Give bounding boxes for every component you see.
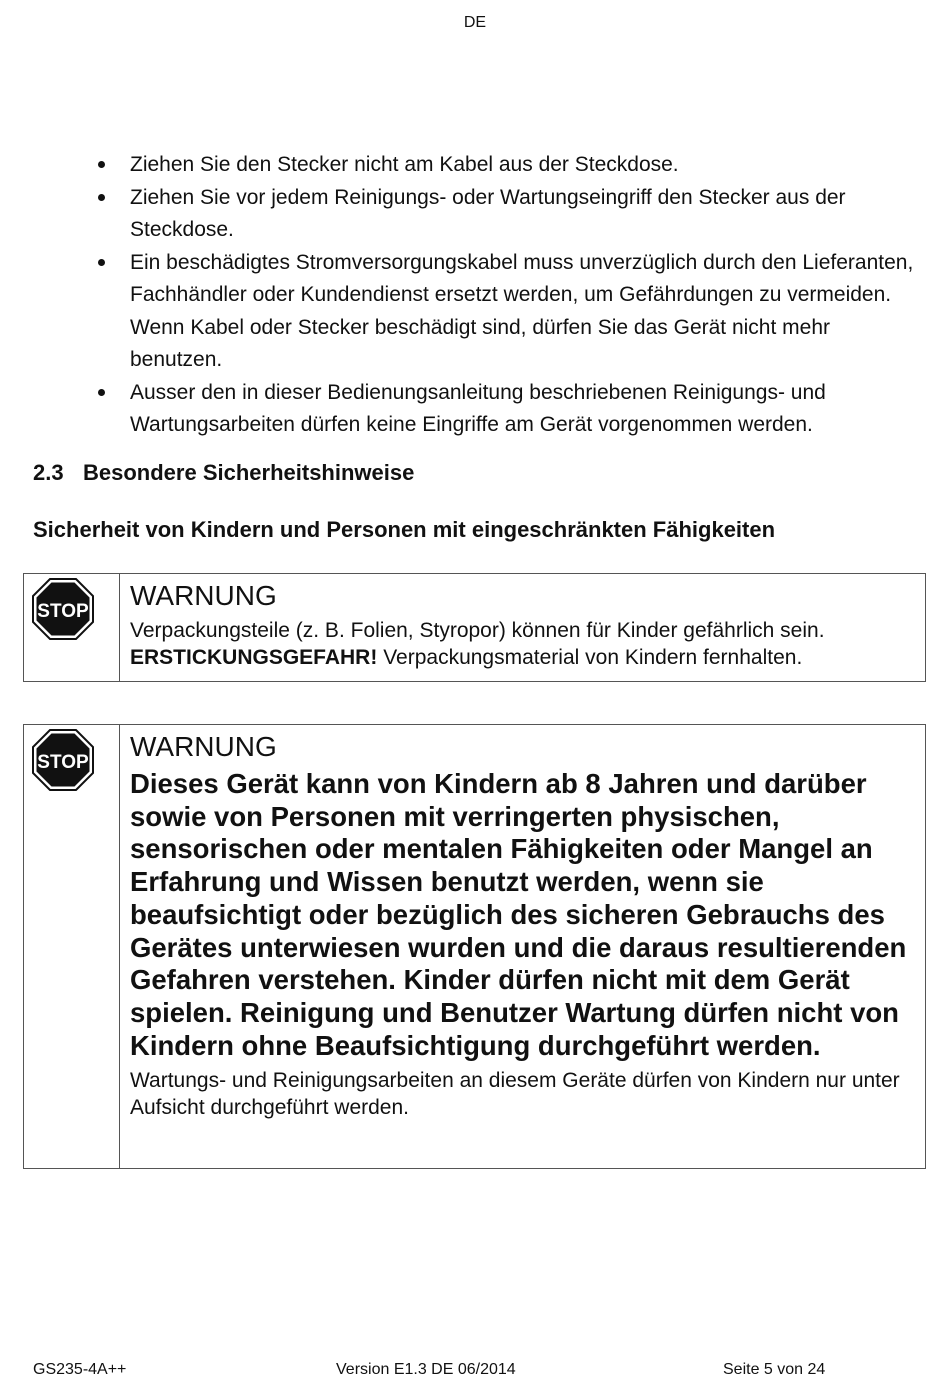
warning-title: WARNUNG (130, 580, 277, 611)
list-item (96, 377, 926, 442)
warning-icon-cell (24, 574, 120, 681)
section-title: Besondere Sicherheitshinweise (83, 460, 415, 485)
warning-title: WARNUNG (130, 731, 277, 762)
bullet-text: Ziehen Sie den Stecker nicht am Kabel aus der Steckdose. (130, 153, 679, 176)
stop-label: STOP (37, 752, 89, 773)
bullet-icon (98, 259, 105, 266)
warning-emphasis: ERSTICKUNGSGEFAHR! (130, 645, 378, 669)
section-heading (33, 460, 414, 486)
footer-version: Version E1.3 DE 06/2014 (336, 1361, 516, 1378)
warning-icon-cell (24, 725, 120, 1168)
subsection-heading: Sicherheit von Kindern und Personen mit eingeschränkten Fähigkeiten (33, 517, 776, 542)
warning-text-cell (120, 725, 925, 1168)
language-code: DE (463, 14, 487, 31)
bullet-icon (98, 194, 105, 201)
bullet-text: Ziehen Sie vor jedem Reinigungs- oder Wartungseingriff den Stecker aus der Steckdose. (130, 185, 846, 241)
warning-text: Verpackungsteile (z. B. Folien, Styropor) können für Kinder gefährlich sein. (130, 619, 825, 642)
safety-bullet-list (96, 149, 926, 442)
stop-sign-icon (32, 578, 94, 640)
warning-text-tail: Verpackungsmaterial von Kindern fernhalten. (377, 645, 803, 669)
list-item (96, 182, 926, 247)
warning-text (130, 645, 825, 672)
stop-sign-icon (32, 729, 94, 791)
footer-model: GS235-4A++ (33, 1361, 127, 1378)
list-item (96, 247, 926, 377)
warning-text: Wartungs- und Reinigungsarbeiten an diesem Geräte dürfen von Kindern nur unter Aufsicht durchgeführt werden. (130, 1069, 900, 1119)
warning-text-cell (120, 574, 835, 681)
warning-box-children (23, 724, 926, 1169)
bullet-icon (98, 161, 105, 168)
bullet-text: Ausser den in dieser Bedienungsanleitung beschriebenen Reinigungs- und Wartungsarbeiten dürfen keine Eingriffe am Gerät vorgenommen werden. (130, 380, 826, 436)
stop-label: STOP (37, 601, 89, 622)
warning-box-packaging (23, 573, 926, 682)
bullet-text: Ein beschädigtes Stromversorgungskabel muss unverzüglich durch den Lieferanten, Fachhändler oder Kundendienst ersetzt werden, um Gefährdungen zu vermeiden. Wenn Kabel oder Stecker beschädigt sind, dürfen Sie das Gerät nicht mehr benutzen. (130, 250, 914, 371)
footer-page-number: Seite 5 von 24 (723, 1361, 826, 1378)
section-number: 2.3 (33, 460, 64, 485)
bullet-icon (98, 389, 105, 396)
warning-bold-text: Dieses Gerät kann von Kindern ab 8 Jahren und darüber sowie von Personen mit verringerten physischen, sensorischen oder mentalen Fähigkeiten oder Mangel an Erfahrung und Wissen benutzt werden, wenn sie beaufsichtigt oder bezüglich des sicheren Gebrauchs des Gerätes unterwiesen wurden und die daraus resultierenden Gefahren verstehen. Kinder dürfen nicht mit dem Gerät spielen. Reinigung und Benutzer Wartung dürfen nicht von Kindern ohne Beaufsichtigung durchgeführt werden. (130, 768, 907, 1061)
list-item (96, 149, 926, 182)
